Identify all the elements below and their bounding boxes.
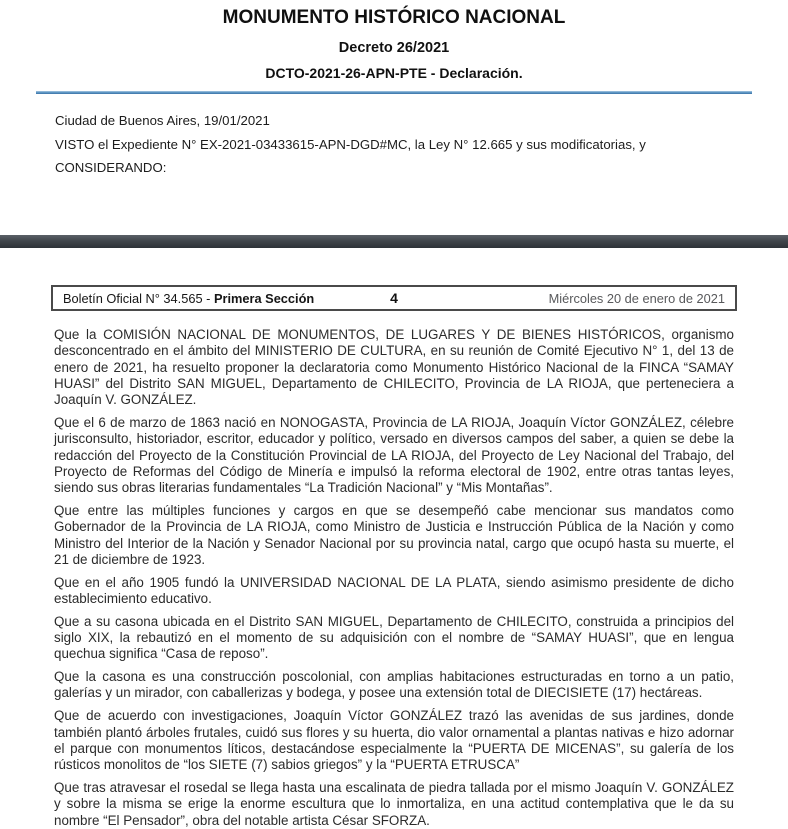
bulletin-date: Miércoles 20 de enero de 2021 [548, 290, 726, 306]
visto-line: VISTO el Expediente N° EX-2021-03433615-APN-DGD#MC, la Ley N° 12.665 y sus modificatorias, y [55, 136, 646, 152]
bulletin-name-text: Boletín Oficial N° 34.565 - [63, 290, 214, 306]
paragraph: Que la casona es una construcción poscolonial, con amplias habitaciones estructuradas en torno a un patio, galerías y un mirador, con caballerizas y bodega, y posee una extensión total de DIECISIETE (17) hectáreas. [54, 669, 734, 701]
paragraph: Que de acuerdo con investigaciones, Joaquín Víctor GONZÁLEZ trazó las avenidas de sus jardines, donde también plantó árboles frutales, cuidó sus flores y su huerta, dio valor ornamental a plantas nativas e hizo adornar el parque con monumentos líticos, destacándose especialmente la “PUERTA DE MICENAS”, su galería de los rústicos monolitos de “los SIETE (7) sabios griegos” y la “PUERTA ETRUSCA” [54, 708, 734, 773]
paragraph: Que entre las múltiples funciones y cargos en que se desempeñó cabe mencionar sus mandatos como Gobernador de la Provincia de LA RIOJA, como Ministro de Justicia e Instrucción Pública de la Nación y como Ministro del Interior de la Nación y Senador Nacional por su provincia natal, cargo que ocupó hasta su muerte, el 21 de diciembre de 1923. [54, 502, 734, 567]
bulletin-document-page [0, 7, 788, 828]
bulletin-section: Primera Sección [213, 290, 315, 306]
paragraph: Que en el año 1905 fundó la UNIVERSIDAD NACIONAL DE LA PLATA, siendo asimismo presidente de dicho establecimiento educativo. [54, 574, 734, 606]
bulletin-name [63, 291, 390, 306]
place-date-line: Ciudad de Buenos Aires, 19/01/2021 [55, 113, 270, 128]
considerations-section [54, 327, 734, 829]
paragraph: Que el 6 de marzo de 1863 nació en NONOGASTA, Provincia de LA RIOJA, Joaquín Víctor GONZÁLEZ, célebre jurisconsulto, historiador, escritor, educador y político, versado en diversos campos del saber, a quien se debe la redacción del Proyecto de la Constitución Provincial de LA RIOJA, del Proyecto de Ley Nacional del Trabajo, del Proyecto de Reformas del Código de Minería e impulsó la reforma electoral de 1902, entre otras tantas leyes, siendo sus obras literarias fundamentales “La Tradición Nacional” y “Mis Montañas”. [54, 414, 734, 496]
considerando-label: CONSIDERANDO: [55, 160, 167, 175]
decree-reference: DCTO-2021-26-APN-PTE - Declaración. [265, 65, 523, 81]
bulletin-header-box [51, 285, 737, 311]
paragraph: Que tras atravesar el rosedal se llega hasta una escalinata de piedra tallada por el mismo Joaquín V. GONZÁLEZ y sobre la misma se erige la enorme escultura que lo inmortaliza, en una actitud contemplativa que le da su nombre “El Pensador”, obra del notable artista César SFORZA. [54, 779, 734, 828]
decree-intro [55, 114, 733, 175]
page-number: 4 [390, 290, 398, 306]
title-divider-rule [36, 91, 752, 94]
decree-number: Decreto 26/2021 [338, 40, 450, 56]
page-title: MONUMENTO HISTÓRICO NACIONAL [222, 7, 566, 28]
page-break-bar [0, 235, 788, 248]
paragraph: Que la COMISIÓN NACIONAL DE MONUMENTOS, DE LUGARES Y DE BIENES HISTÓRICOS, organismo desconcentrado en el ámbito del MINISTERIO DE CULTURA, en su reunión de Comité Ejecutivo N° 1, del 13 de enero de 2021, ha resuelto proponer la declaratoria como Monumento Histórico Nacional de la FINCA “SAMAY HUASI” del Distrito SAN MIGUEL, Departamento de CHILECITO, Provincia de LA RIOJA, que perteneciera a Joaquín V. GONZÁLEZ. [54, 327, 734, 408]
paragraph: Que a su casona ubicada en el Distrito SAN MIGUEL, Departamento de CHILECITO, construida a principios del siglo XIX, la rebautizó en el momento de su adquisición con el nombre de “SAMAY HUASI”, que en lengua quechua significa “Casa de reposo”. [54, 613, 734, 662]
